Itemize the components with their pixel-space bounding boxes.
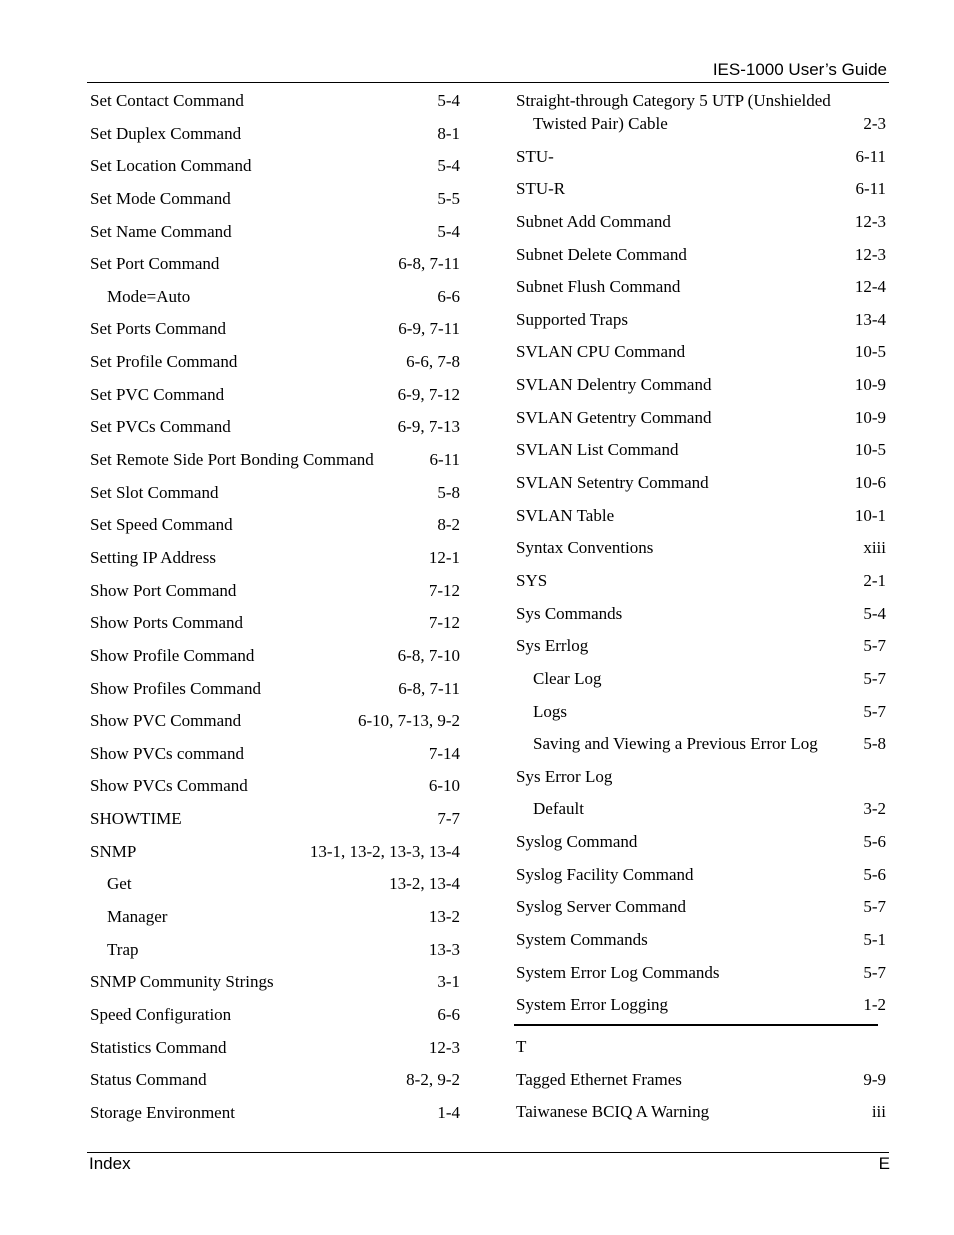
index-page-ref: 6-8, 7-11 bbox=[398, 678, 460, 698]
index-term: Set Speed Command bbox=[90, 515, 233, 535]
index-entry bbox=[516, 340, 886, 363]
index-page-ref: 5-4 bbox=[437, 156, 460, 176]
index-entry bbox=[516, 243, 886, 266]
index-term: Show Ports Command bbox=[90, 613, 244, 633]
footer-rule bbox=[87, 1152, 889, 1153]
index-entry bbox=[516, 275, 886, 298]
index-term: SVLAN List Command bbox=[516, 440, 679, 460]
footer-page-letter: E bbox=[878, 1154, 890, 1173]
index-page-ref: 10-1 bbox=[854, 505, 886, 525]
index-page-ref: 12-3 bbox=[854, 244, 886, 264]
index-entry bbox=[516, 1100, 886, 1123]
index-entry bbox=[516, 830, 886, 853]
index-page-ref: 10-5 bbox=[854, 440, 886, 460]
index-page-ref: 5-7 bbox=[863, 668, 886, 688]
index-term: Set Port Command bbox=[90, 254, 220, 274]
index-page-ref: 3-1 bbox=[437, 972, 460, 992]
index-term: Set Remote Side Port Bonding Command bbox=[90, 450, 374, 470]
index-page-ref: 5-8 bbox=[863, 734, 886, 754]
index-entry bbox=[90, 774, 460, 797]
index-page-ref: 12-3 bbox=[854, 211, 886, 231]
index-entry bbox=[90, 742, 460, 765]
index-term: Show Port Command bbox=[90, 580, 237, 600]
index-entry bbox=[90, 317, 460, 340]
index-subentry bbox=[516, 732, 886, 755]
index-term: Clear Log bbox=[533, 668, 602, 688]
index-term: Syntax Conventions bbox=[516, 538, 654, 558]
index-page-ref: 5-4 bbox=[437, 91, 460, 110]
index-entry bbox=[516, 210, 886, 233]
index-page-ref: 6-11 bbox=[855, 146, 886, 166]
index-term: STU-R bbox=[516, 179, 566, 199]
index-page-ref: 8-1 bbox=[437, 123, 460, 143]
index-page-ref: 2-1 bbox=[863, 570, 886, 590]
index-term: Show PVCs command bbox=[90, 743, 244, 763]
index-term: SNMP bbox=[90, 841, 137, 861]
index-page-ref: 9-9 bbox=[863, 1069, 886, 1089]
footer-section-name: Index bbox=[89, 1154, 131, 1173]
index-term: Sys Commands bbox=[516, 603, 623, 623]
index-page-ref: 13-2, 13-4 bbox=[389, 874, 460, 894]
index-term: Set Slot Command bbox=[90, 482, 219, 502]
index-page-ref: 8-2 bbox=[437, 515, 460, 535]
index-entry bbox=[516, 765, 886, 788]
index-page-ref: 6-9, 7-13 bbox=[397, 417, 460, 437]
index-page-ref: 12-1 bbox=[428, 547, 460, 567]
index-page-ref: 5-4 bbox=[437, 221, 460, 241]
index-entry bbox=[90, 122, 460, 145]
index-subentry bbox=[516, 797, 886, 820]
index-term: SYS bbox=[516, 570, 548, 590]
header-title: IES-1000 User’s Guide bbox=[712, 60, 887, 79]
index-term: Taiwanese BCIQ A Warning bbox=[516, 1102, 710, 1122]
index-term: Statistics Command bbox=[90, 1037, 227, 1057]
index-entry bbox=[516, 569, 886, 592]
index-entry bbox=[516, 895, 886, 918]
index-entry bbox=[90, 840, 460, 863]
index-term: Tagged Ethernet Frames bbox=[516, 1069, 682, 1089]
index-page-ref: 5-7 bbox=[863, 962, 886, 982]
index-entry bbox=[90, 513, 460, 536]
index-term: STU- bbox=[516, 146, 554, 166]
index-page-ref: xiii bbox=[863, 538, 886, 558]
index-page-ref: 7-14 bbox=[428, 743, 460, 763]
index-page-ref: 5-6 bbox=[863, 832, 886, 852]
index-page-ref: 5-8 bbox=[437, 482, 460, 502]
index-page-ref: 5-6 bbox=[863, 864, 886, 884]
index-page-ref: 7-7 bbox=[437, 809, 460, 829]
index-term: Setting IP Address bbox=[90, 547, 216, 567]
index-term: Show PVC Command bbox=[90, 711, 242, 731]
index-term: Show PVCs Command bbox=[90, 776, 248, 796]
index-subentry bbox=[516, 667, 886, 690]
index-term: System Commands bbox=[516, 930, 648, 950]
index-term-continuation: Twisted Pair) Cable bbox=[533, 114, 668, 133]
index-page-ref: 10-6 bbox=[854, 473, 886, 493]
index-page-ref: 6-9, 7-12 bbox=[397, 384, 460, 404]
index-entry bbox=[90, 970, 460, 993]
index-term: Show Profiles Command bbox=[90, 678, 261, 698]
index-page-ref: 5-5 bbox=[437, 188, 460, 208]
index-subentry bbox=[90, 938, 460, 961]
index-column-left bbox=[90, 89, 460, 1134]
index-page-ref: 6-6 bbox=[437, 286, 460, 306]
index-term: Set Name Command bbox=[90, 221, 232, 241]
index-term: Speed Configuration bbox=[90, 1004, 232, 1024]
index-term: SHOWTIME bbox=[90, 809, 182, 829]
index-page-ref: 5-7 bbox=[863, 897, 886, 917]
index-page-ref: 6-6, 7-8 bbox=[406, 352, 460, 372]
index-entry bbox=[516, 634, 886, 657]
index-page-ref: 7-12 bbox=[428, 580, 460, 600]
index-entry bbox=[90, 415, 460, 438]
index-entry bbox=[516, 145, 886, 168]
index-entry bbox=[90, 677, 460, 700]
index-term: Straight-through Category 5 UTP (Unshielded bbox=[516, 91, 831, 110]
index-page-ref: 6-11 bbox=[855, 179, 886, 199]
index-entry bbox=[516, 471, 886, 494]
index-entry bbox=[516, 1068, 886, 1091]
index-page-ref: 13-1, 13-2, 13-3, 13-4 bbox=[309, 841, 460, 861]
index-entry bbox=[516, 89, 886, 135]
index-term: SVLAN Delentry Command bbox=[516, 375, 712, 395]
index-page-ref: 13-2 bbox=[428, 907, 460, 927]
index-term: Set Mode Command bbox=[90, 188, 231, 208]
index-subentry bbox=[516, 700, 886, 723]
index-term: Sys Errlog bbox=[516, 636, 589, 656]
index-term: Sys Error Log bbox=[516, 766, 613, 786]
index-page-ref: 3-2 bbox=[863, 799, 886, 819]
index-term: Set Duplex Command bbox=[90, 123, 242, 143]
index-entry bbox=[516, 177, 886, 200]
index-entry bbox=[516, 863, 886, 886]
index-term: Show Profile Command bbox=[90, 645, 255, 665]
index-page-ref: 5-7 bbox=[863, 636, 886, 656]
index-term: SNMP Community Strings bbox=[90, 972, 274, 992]
index-term: Subnet Delete Command bbox=[516, 244, 687, 264]
index-page-ref: 1-4 bbox=[437, 1102, 460, 1122]
index-entry bbox=[90, 187, 460, 210]
index-term: Mode=Auto bbox=[107, 286, 191, 306]
index-term: Subnet Add Command bbox=[516, 211, 671, 231]
index-term: Set Profile Command bbox=[90, 352, 238, 372]
index-page-ref: 13-3 bbox=[428, 939, 460, 959]
index-column-right bbox=[516, 89, 886, 1133]
index-page-ref: 5-1 bbox=[863, 930, 886, 950]
index-page-ref: 12-4 bbox=[854, 277, 886, 297]
index-term: Set PVC Command bbox=[90, 384, 225, 404]
index-subentry bbox=[90, 905, 460, 928]
index-entry bbox=[90, 220, 460, 243]
index-term: Logs bbox=[533, 701, 567, 721]
index-term: SVLAN CPU Command bbox=[516, 342, 686, 362]
index-entry bbox=[516, 406, 886, 429]
section-divider bbox=[514, 1024, 878, 1026]
index-term: Syslog Server Command bbox=[516, 897, 686, 917]
index-entry bbox=[90, 1068, 460, 1091]
index-entry bbox=[516, 536, 886, 559]
index-page-ref: 6-10, 7-13, 9-2 bbox=[358, 711, 460, 731]
index-term: SVLAN Table bbox=[516, 505, 615, 525]
index-entry bbox=[90, 546, 460, 569]
index-term: System Error Logging bbox=[516, 995, 669, 1015]
index-term: Set PVCs Command bbox=[90, 417, 231, 437]
index-term: SVLAN Getentry Command bbox=[516, 407, 712, 427]
index-entry bbox=[90, 807, 460, 830]
index-page-ref: 1-2 bbox=[863, 995, 886, 1015]
index-subentry bbox=[90, 285, 460, 308]
index-page-ref: 6-8, 7-11 bbox=[398, 254, 460, 274]
index-entry bbox=[90, 1036, 460, 1059]
index-page-ref: 5-7 bbox=[863, 701, 886, 721]
index-page-ref: 5-4 bbox=[863, 603, 886, 623]
index-term: Status Command bbox=[90, 1070, 207, 1090]
index-entry bbox=[90, 1003, 460, 1026]
section-letter: T bbox=[516, 1036, 527, 1056]
header-rule bbox=[87, 82, 889, 83]
index-page-ref: 6-9, 7-11 bbox=[398, 319, 460, 339]
index-entry bbox=[516, 308, 886, 331]
index-term: Trap bbox=[107, 939, 139, 959]
index-page-ref: 6-11 bbox=[429, 450, 460, 470]
index-entry bbox=[90, 481, 460, 504]
index-entry bbox=[90, 448, 460, 471]
index-term: Subnet Flush Command bbox=[516, 277, 681, 297]
index-term: SVLAN Setentry Command bbox=[516, 473, 709, 493]
index-page-ref: 7-12 bbox=[428, 613, 460, 633]
index-entry bbox=[90, 89, 460, 112]
index-entry bbox=[90, 611, 460, 634]
index-term: Manager bbox=[107, 907, 168, 927]
index-entry bbox=[516, 504, 886, 527]
index-entry bbox=[516, 373, 886, 396]
index-page-ref: 13-4 bbox=[854, 309, 886, 329]
index-term: Syslog Facility Command bbox=[516, 864, 694, 884]
index-entry bbox=[90, 154, 460, 177]
index-page-ref: 6-8, 7-10 bbox=[397, 645, 460, 665]
index-page-ref: 6-6 bbox=[437, 1004, 460, 1024]
index-entry bbox=[516, 928, 886, 951]
index-page-ref: 10-9 bbox=[854, 407, 886, 427]
index-page-ref: 2-3 bbox=[863, 114, 886, 133]
index-term: Get bbox=[107, 874, 132, 894]
index-entry bbox=[516, 602, 886, 625]
index-entry bbox=[90, 709, 460, 732]
index-entry bbox=[516, 993, 886, 1016]
index-entry bbox=[90, 350, 460, 373]
index-term: Syslog Command bbox=[516, 832, 638, 852]
index-term: System Error Log Commands bbox=[516, 962, 720, 982]
index-term: Default bbox=[533, 799, 584, 819]
index-term: Set Ports Command bbox=[90, 319, 227, 339]
index-term: Storage Environment bbox=[90, 1102, 235, 1122]
index-entry bbox=[90, 383, 460, 406]
index-page-ref: iii bbox=[871, 1102, 886, 1122]
index-page-ref: 10-5 bbox=[854, 342, 886, 362]
index-page-ref: 6-10 bbox=[428, 776, 460, 796]
index-page-ref: 12-3 bbox=[428, 1037, 460, 1057]
index-entry bbox=[90, 252, 460, 275]
index-subentry bbox=[90, 872, 460, 895]
index-entry bbox=[516, 438, 886, 461]
index-term: Set Contact Command bbox=[90, 91, 244, 110]
index-page-ref: 10-9 bbox=[854, 375, 886, 395]
index-term: Set Location Command bbox=[90, 156, 252, 176]
index-entry bbox=[90, 1101, 460, 1124]
index-entry bbox=[516, 961, 886, 984]
index-term: Supported Traps bbox=[516, 309, 628, 329]
index-term: Saving and Viewing a Previous Error Log bbox=[533, 734, 818, 754]
index-page-ref: 8-2, 9-2 bbox=[406, 1070, 460, 1090]
index-entry bbox=[90, 644, 460, 667]
index-entry bbox=[90, 579, 460, 602]
